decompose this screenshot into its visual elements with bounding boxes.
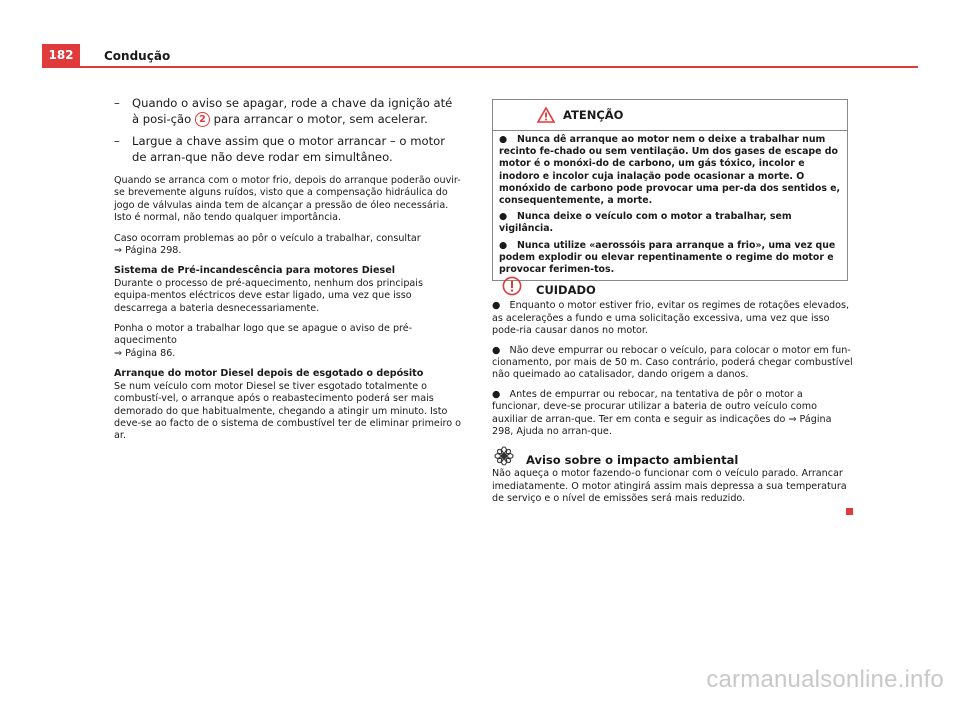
preheat-paragraph: Durante o processo de pré-aquecimento, nenhum dos principais equipa-mentos eléctricos deve estar ligado, uma vez que isso descarrega a bateria desnecessariamente. [114,277,423,314]
flower-icon [494,446,514,466]
bullet: ● [492,300,501,312]
bullet: ● [492,344,501,356]
caution-exclamation-icon [502,276,522,296]
step-1-text-b: para arrancar o motor, sem acelerar. [213,111,428,126]
step-2 [114,134,462,165]
preheat-light-paragraph [114,323,462,360]
dash: – [114,134,120,148]
left-column [114,96,462,451]
caution-item-text: Antes de empurrar ou rebocar, na tentativa de pôr o motor a funcionar, deve-se procurar utilizar a bateria de outro veículo como auxiliar de arran-que. Ter em conta e seguir as indicações do ⇒ Página 298, Ajuda no arran-que. [492,388,832,438]
warning-title: ATENÇÃO [563,108,624,122]
diesel-preheat-heading: Sistema de Pré-incandescência para motores Diesel [114,265,395,277]
caution-title: CUIDADO [536,283,596,297]
position-2-ref: 2 [195,112,210,127]
bullet: ● [499,134,508,145]
warning-box [492,99,848,281]
bullet: ● [499,239,508,251]
bullet: ● [499,211,508,223]
warning-body [493,131,847,280]
environment-section [492,446,854,506]
step-2-text: Largue a chave assim que o motor arrancar – o motor de arran-que não deve rodar em simultâneo. [132,134,445,164]
step-1 [114,96,462,127]
environment-text: Não aqueça o motor fazendo-o funcionar com o veículo parado. Arrancar imediatamente. O motor atingirá assim mais depressa a sua temperatura de serviço e o nível de emissões será mais reduzido. [492,468,847,505]
caution-item-text: Enquanto o motor estiver frio, evitar os regimes de rotações elevados, as acelerações a fundo e uma solicitação excessiva, uma vez que isso pode-ria causar danos no motor. [492,300,849,337]
end-marker [846,508,853,515]
page-298-link[interactable]: ⇒ Página 298. [114,245,182,257]
caution-item [492,389,854,439]
bullet: ● [492,388,501,400]
dash: – [114,96,120,110]
problems-paragraph [114,233,462,258]
empty-tank-paragraph: Se num veículo com motor Diesel se tiver esgotado totalmente o combustí-vel, o arranque após o reabastecimento poderá ser mais demorado do que habitualmente, chegando a atingir um minuto. Isto deve-se ao facto de o sistema de combustível ter de eliminar primeiro o ar. [114,380,462,442]
watermark: carmanualsonline.info [706,666,944,693]
header-rule [42,66,918,68]
warning-item [499,134,841,207]
warning-triangle-icon [537,107,555,123]
warning-item-text: Nunca dê arranque ao motor nem o deixe a trabalhar num recinto fe-chado ou sem ventilação. Um dos gases de escape do motor é o monóxi-do de carbono, um gás tóxico, incolor e inodoro e incolor cuja inalação pode ocasionar a morte. O monóxido de carbono pode provocar uma per-da dos sentidos e, consequentemente, a morte. [499,134,841,207]
caution-item [492,345,854,382]
warning-item-text: Nunca utilize «aerossóis para arranque a frio», uma vez que podem explodir ou elevar repentinamente o regime do motor e provocar ferimen-tos. [499,239,836,276]
step-1-text [132,96,462,127]
warning-item-text: Nunca deixe o veículo com o motor a trabalhar, sem vigilância. [499,211,792,235]
empty-tank-heading: Arranque do motor Diesel depois de esgotado o depósito [114,368,424,380]
warning-item [499,211,841,235]
warning-item [499,240,841,277]
environment-title: Aviso sobre o impacto ambiental [526,453,739,467]
page-number: 182 [42,44,80,66]
page-86-link[interactable]: ⇒ Página 86. [114,347,176,359]
environment-header [492,446,854,466]
caution-section [492,276,854,445]
problems-text: Caso ocorram problemas ao pôr o veículo a trabalhar, consultar [114,232,421,244]
caution-item [492,300,854,337]
caution-item-text: Não deve empurrar ou rebocar o veículo, para colocar o motor em fun-cionamento, por mais de 50 m. Caso contrário, poderá chegar combustível não queimado ao catalisador, dando origem a danos. [492,344,853,381]
preheat-light-text: Ponha o motor a trabalhar logo que se apague o aviso de pré-aquecimento [114,323,413,347]
caution-header [492,276,854,296]
warning-header [493,100,847,131]
section-title: Condução [104,49,171,63]
cold-start-paragraph: Quando se arranca com o motor frio, depois do arranque poderão ouvir-se brevemente alguns ruídos, visto que a compensação hidráulica do jogo de válvulas ainda tem de alcançar a pressão de óleo necessária. Isto é normal, não tendo qualquer importância. [114,175,461,224]
step-1-text-a: Quando o aviso se apagar, rode a chave da ignição até à posi-ção [132,96,453,126]
